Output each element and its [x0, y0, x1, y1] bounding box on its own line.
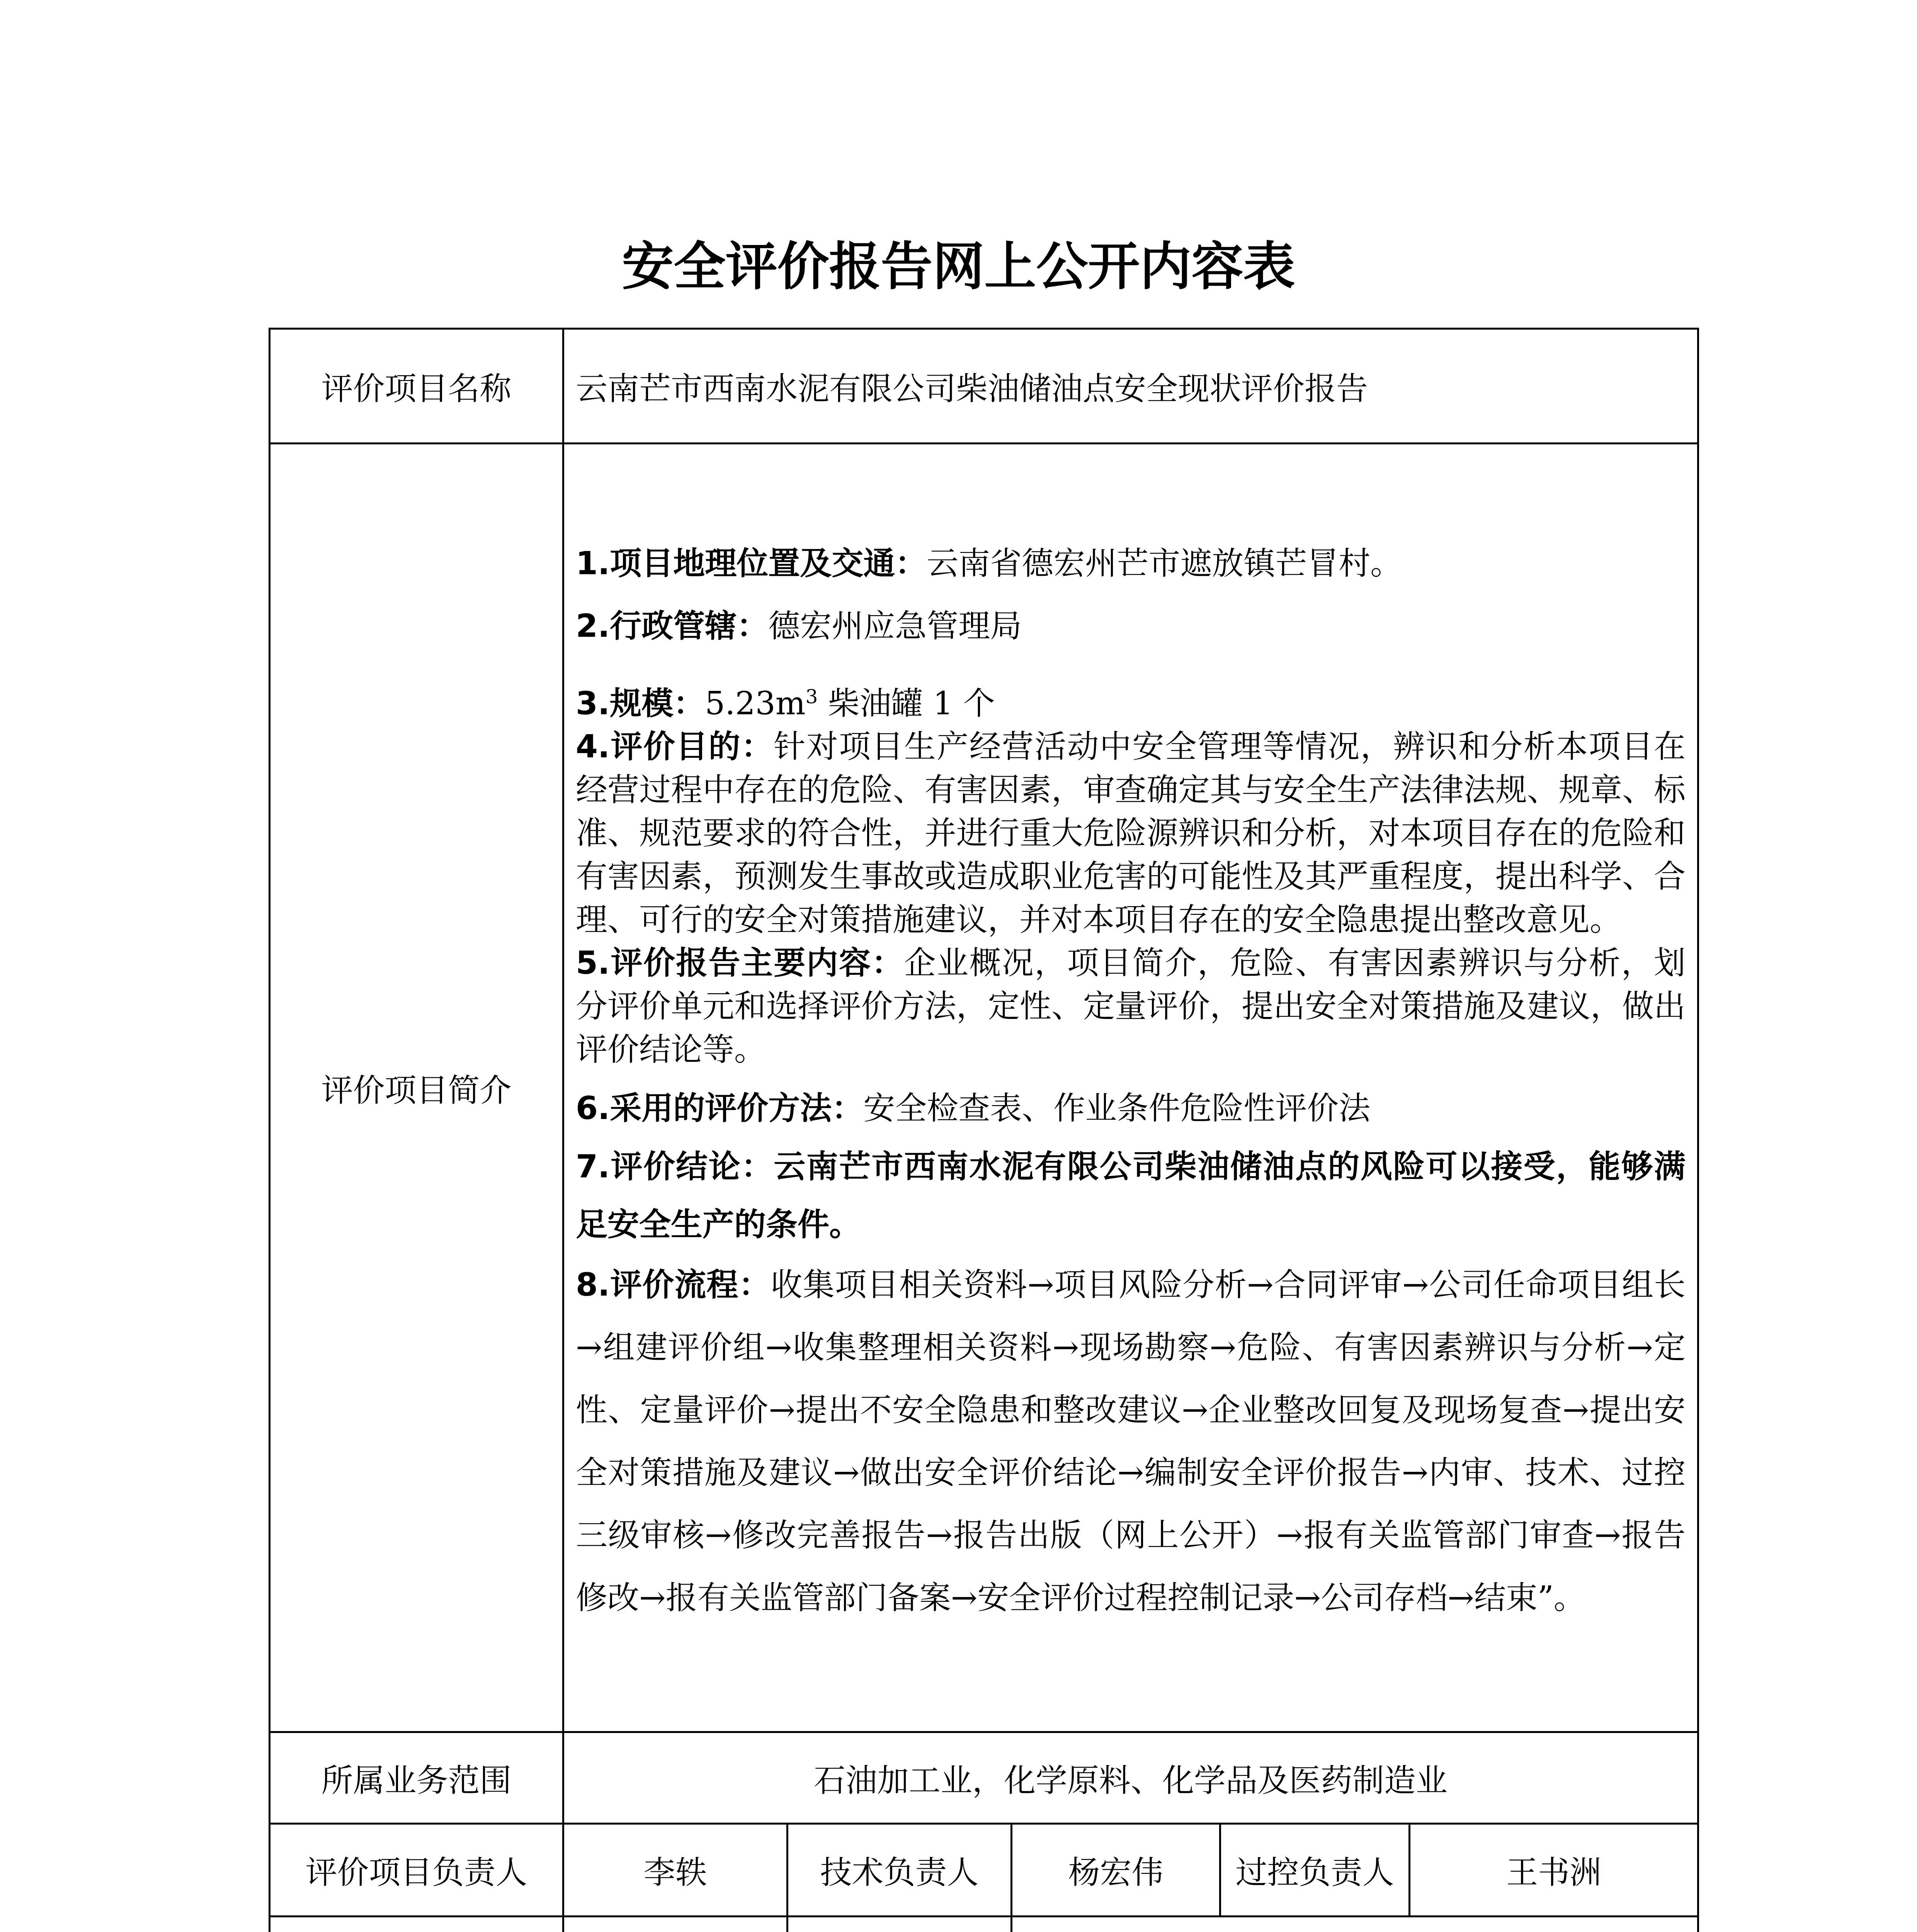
- intro-conclusion: 7.评价结论：云南芒市西南水泥有限公司柴油储油点的风险可以接受，能够满足安全生产的条件。: [576, 1148, 1686, 1243]
- business-scope-label: 所属业务范围: [270, 1732, 563, 1824]
- project-leader-value: 李轶: [563, 1824, 788, 1917]
- project-leader-label: 评价项目负责人: [270, 1824, 563, 1917]
- page-title: 安全评价报告网上公开内容表: [622, 236, 1295, 297]
- intro-location: 1.项目地理位置及交通：云南省德宏州芒市遮放镇芒冒村。: [576, 545, 1402, 582]
- report-reviewer-value: [1012, 1917, 1698, 1932]
- tech-leader-value: 杨宏伟: [1012, 1824, 1220, 1917]
- report-reviewer-label: [788, 1917, 1012, 1932]
- intro-main-content: 5.评价报告主要内容：企业概况，项目简介，危险、有害因素辨识与分析，划分评价单元和选择评价方法，定性、定量评价，提出安全对策措施及建议，做出评价结论等。: [576, 945, 1686, 1068]
- project-name-row: [270, 329, 1698, 444]
- business-scope-value: 石油加工业，化学原料、化学品及医药制造业: [563, 1732, 1698, 1824]
- project-intro-content: [563, 444, 1698, 1732]
- intro-process: 8.评价流程：收集项目相关资料→项目风险分析→合同评审→公司任命项目组长→组建评价组→收集整理相关资料→现场勘察→危险、有害因素辨识与分析→定性、定量评价→提出不安全隐患和整改建议→企业整改回复及现场复查→提出安全对策措施及建议→做出安全评价结论→编制安全评价报告→内审、技术、过控三级审核→修改完善报告→报告出版（网上公开）→报有关监管部门审查→报告修改→报有关监管部门备案→安全评价过程控制记录→公司存档→结束”。: [576, 1267, 1686, 1617]
- report-author-value: [563, 1917, 788, 1932]
- project-intro-label: 评价项目简介: [270, 444, 563, 1732]
- project-name-value: 云南芒市西南水泥有限公司柴油储油点安全现状评价报告: [563, 329, 1698, 444]
- report-author-label: [270, 1917, 563, 1932]
- project-name-label: 评价项目名称: [270, 329, 563, 444]
- intro-purpose: 4.评价目的：针对项目生产经营活动中安全管理等情况，辨识和分析本项目在经营过程中存在的危险、有害因素，审查确定其与安全生产法律法规、规章、标准、规范要求的符合性，并进行重大危险源辨识和分析，对本项目存在的危险和有害因素，预测发生事故或造成职业危害的可能性及其严重程度，提出科学、合理、可行的安全对策措施建议，并对本项目存在的安全隐患提出整改意见。: [576, 728, 1686, 939]
- intro-scale: 3.规模：$5.23m^3$ 柴油罐 1 个: [576, 685, 995, 722]
- process-control-leader-value: 王书洲: [1410, 1824, 1698, 1917]
- tech-leader-label: 技术负责人: [788, 1824, 1012, 1917]
- process-control-leader-label: 过控负责人: [1220, 1824, 1410, 1917]
- authors-row: [270, 1917, 1698, 1932]
- intro-methods: 6.采用的评价方法：安全检查表、作业条件危险性评价法: [576, 1090, 1371, 1127]
- project-intro-row: [270, 444, 1698, 1732]
- disclosure-table: [269, 328, 1699, 1932]
- intro-jurisdiction: 2.行政管辖：德宏州应急管理局: [576, 607, 1022, 645]
- business-scope-row: [270, 1732, 1698, 1824]
- leaders-row: [270, 1824, 1698, 1917]
